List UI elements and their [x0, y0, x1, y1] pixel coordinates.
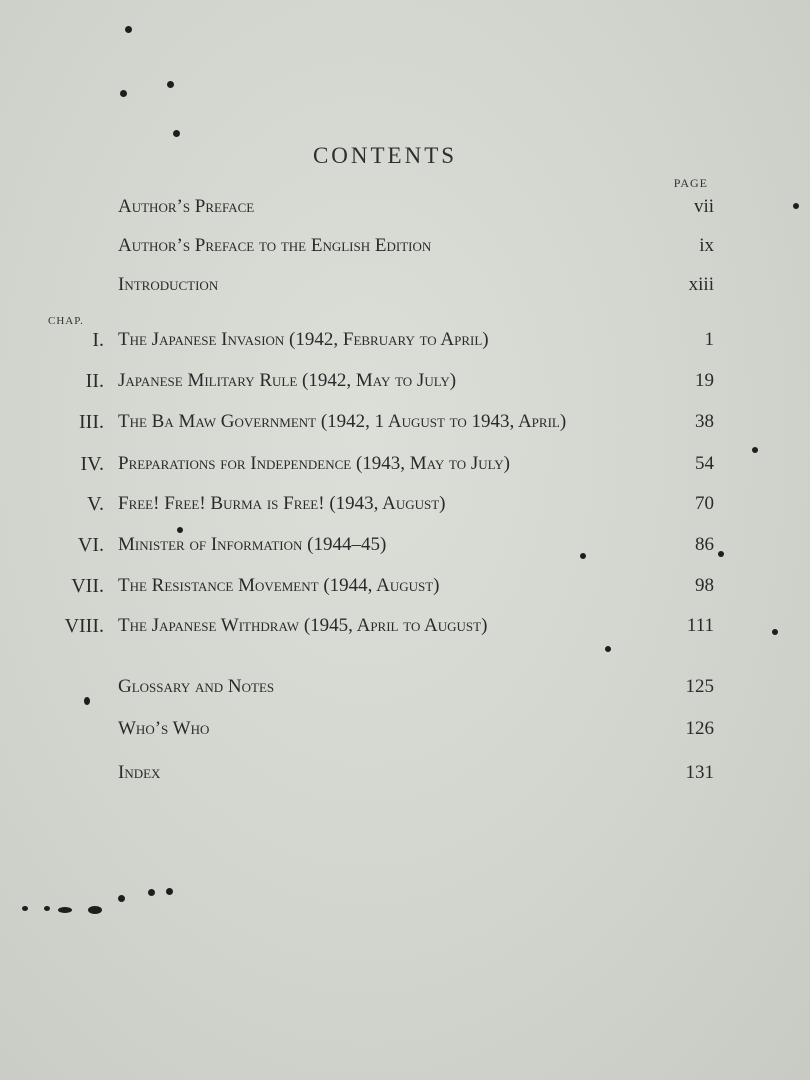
entry-page: 38	[695, 411, 714, 432]
toc-entry-back-1	[0, 672, 810, 706]
entry-title: The Ba Maw Government (1942, 1 August to 1943, April)	[118, 411, 567, 432]
entry-page: 131	[685, 762, 714, 783]
paper-speck	[125, 26, 132, 33]
paper-speck	[88, 906, 102, 914]
toc-entry-chapter-2	[0, 366, 810, 400]
entry-page: 70	[695, 493, 714, 514]
chapter-numeral: V.	[87, 493, 104, 515]
entry-page: 86	[695, 534, 714, 555]
entry-page: 126	[685, 718, 714, 739]
paper-speck	[22, 906, 28, 911]
toc-entry-chapter-3	[0, 407, 810, 441]
toc-entry-chapter-1	[0, 325, 810, 359]
entry-title: Author’s Preface to the English Edition	[118, 235, 432, 256]
entry-title: Minister of Information (1944–45)	[118, 534, 387, 555]
chapter-numeral: II.	[85, 370, 104, 392]
paper-speck	[118, 895, 125, 902]
toc-entry-chapter-6	[0, 530, 810, 564]
entry-title: Glossary and Notes	[118, 676, 275, 697]
paper-speck	[752, 447, 758, 453]
toc-entry-back-2	[0, 714, 810, 748]
paper-speck	[84, 697, 90, 705]
toc-entry-front-2	[0, 231, 810, 265]
toc-entry-chapter-4	[0, 449, 810, 483]
paper-speck	[167, 81, 174, 88]
entry-page: 111	[686, 615, 714, 636]
toc-entry-back-3	[0, 758, 810, 792]
entry-title: Author’s Preface	[118, 196, 255, 217]
entry-page: 54	[695, 453, 714, 474]
contents-heading: CONTENTS	[312, 143, 458, 168]
entry-title: Index	[118, 762, 161, 783]
paper-speck	[120, 90, 127, 97]
paper-speck	[44, 906, 50, 911]
entry-page: xiii	[688, 274, 714, 295]
paper-speck	[772, 629, 778, 635]
paper-speck	[58, 907, 72, 913]
entry-title: Preparations for Independence (1943, May to July)	[118, 453, 511, 474]
entry-page: ix	[699, 235, 714, 256]
toc-entry-front-3	[0, 270, 810, 304]
paper-speck	[166, 888, 173, 895]
paper-speck	[148, 889, 155, 896]
paper-speck	[173, 130, 180, 137]
chapter-numeral: III.	[79, 411, 104, 433]
entry-title: Introduction	[118, 274, 219, 295]
chapter-numeral: I.	[92, 329, 104, 351]
paper-speck	[605, 646, 611, 652]
entry-title: The Japanese Invasion (1942, February to April)	[118, 329, 489, 350]
toc-entry-chapter-8	[0, 611, 810, 645]
paper-speck	[718, 551, 724, 557]
entry-title: Free! Free! Burma is Free! (1943, August)	[118, 493, 446, 514]
entry-title: Japanese Military Rule (1942, May to July)	[118, 370, 457, 391]
chapter-numeral: VII.	[71, 575, 104, 597]
toc-entry-chapter-7	[0, 571, 810, 605]
toc-entry-front-1	[0, 192, 810, 226]
entry-page: 1	[704, 329, 714, 350]
page-column-label: PAGE	[673, 176, 708, 190]
entry-title: Who’s Who	[118, 718, 210, 739]
chapter-numeral: IV.	[80, 453, 104, 475]
entry-page: 98	[695, 575, 714, 596]
paper-speck	[793, 203, 799, 209]
chapter-numeral: VI.	[77, 534, 104, 556]
entry-page: 125	[685, 676, 714, 697]
paper-speck	[580, 553, 586, 559]
chapter-numeral: VIII.	[64, 615, 104, 637]
chapter-column-label: CHAP.	[48, 315, 84, 327]
entry-title: The Resistance Movement (1944, August)	[118, 575, 440, 596]
entry-title: The Japanese Withdraw (1945, April to August)	[118, 615, 488, 636]
paper-speck	[177, 527, 183, 533]
toc-entry-chapter-5	[0, 489, 810, 523]
entry-page: vii	[693, 196, 714, 217]
entry-page: 19	[695, 370, 714, 391]
